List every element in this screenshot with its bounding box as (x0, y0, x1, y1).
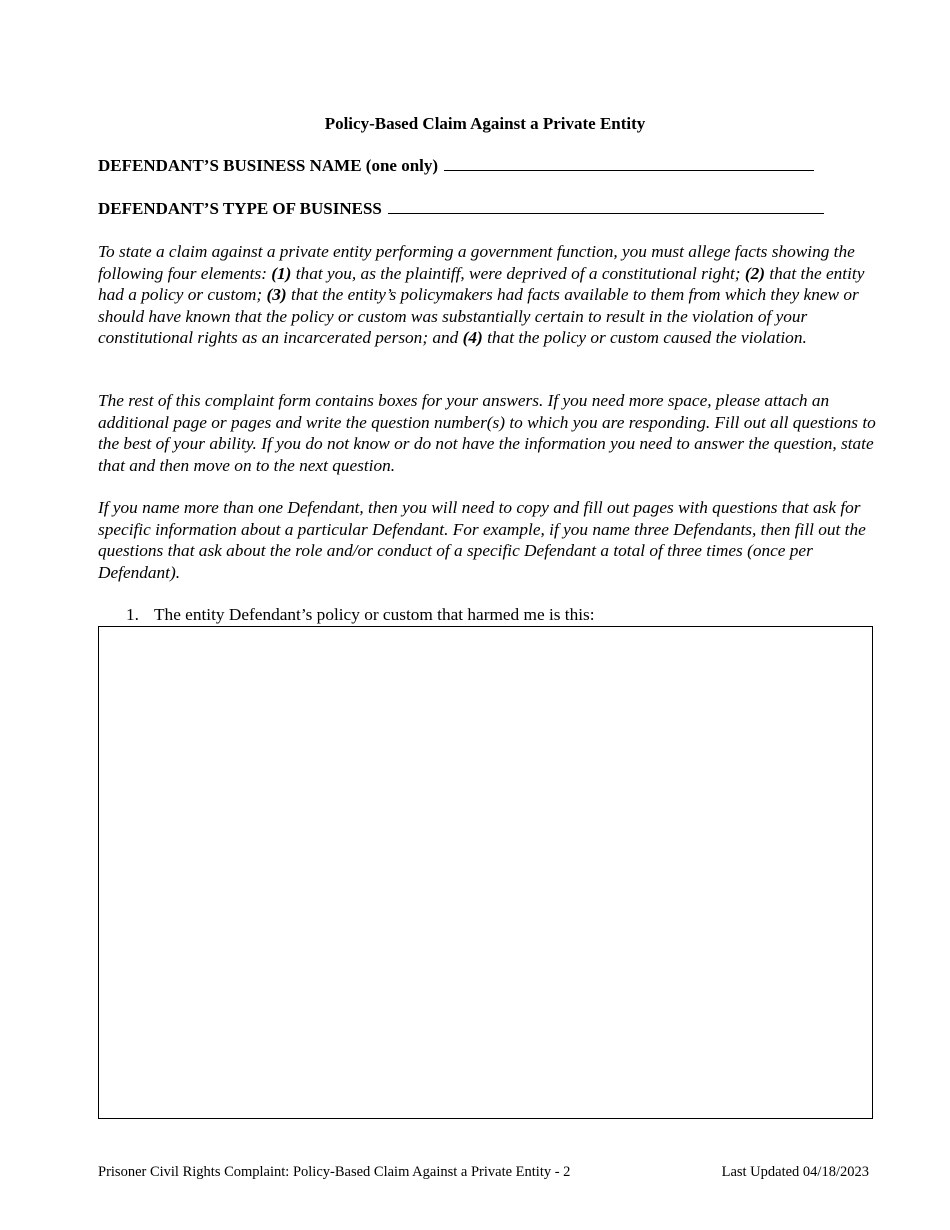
business-type-label: DEFENDANT’S TYPE OF BUSINESS (98, 199, 382, 218)
footer-last-updated: Last Updated 04/18/2023 (721, 1164, 869, 1180)
business-type-row (98, 198, 824, 219)
business-name-row (98, 155, 814, 176)
question-1-number: 1. (126, 605, 139, 624)
question-1-answer-box[interactable] (98, 626, 873, 1119)
question-1-text: The entity Defendant’s policy or custom that harmed me is this: (154, 605, 595, 624)
instructions-elements-paragraph: To state a claim against a private entity performing a government function, you must allege facts showing the following four elements: (1) that you, as the plaintiff, were deprived of a constitutional right; (2) that the entity had a policy or custom; (3) that the entity’s policymakers had facts available to them from which they knew or should have known that the policy or custom was substantially certain to result in the violation of your constitutional rights as an incarcerated person; and (4) that the policy or custom caused the violation. (98, 242, 865, 347)
instructions-multiple-defendants-paragraph: If you name more than one Defendant, then you will need to copy and fill out pages with questions that ask for specific information about a particular Defendant. For example, if you name three Defendants, then fill out the questions that ask about the role and/or conduct of a specific Defendant a total of three times (once per Defendant). (98, 498, 866, 582)
business-name-label: DEFENDANT’S BUSINESS NAME (one only) (98, 156, 439, 175)
footer-form-title: Prisoner Civil Rights Complaint: Policy-Based Claim Against a Private Entity - 2 (98, 1164, 571, 1180)
instructions-space-paragraph: The rest of this complaint form contains boxes for your answers. If you need more space, please attach an additional page or pages and write the question number(s) to which you are responding. Fill out all questions to the best of your ability. If you do not know or do not have the information you need to answer the question, state that and then move on to the next question. (98, 391, 876, 475)
page-title: Policy-Based Claim Against a Private Entity (324, 114, 646, 133)
business-type-field[interactable] (388, 199, 824, 214)
question-1 (126, 604, 595, 625)
business-name-field[interactable] (444, 156, 814, 171)
